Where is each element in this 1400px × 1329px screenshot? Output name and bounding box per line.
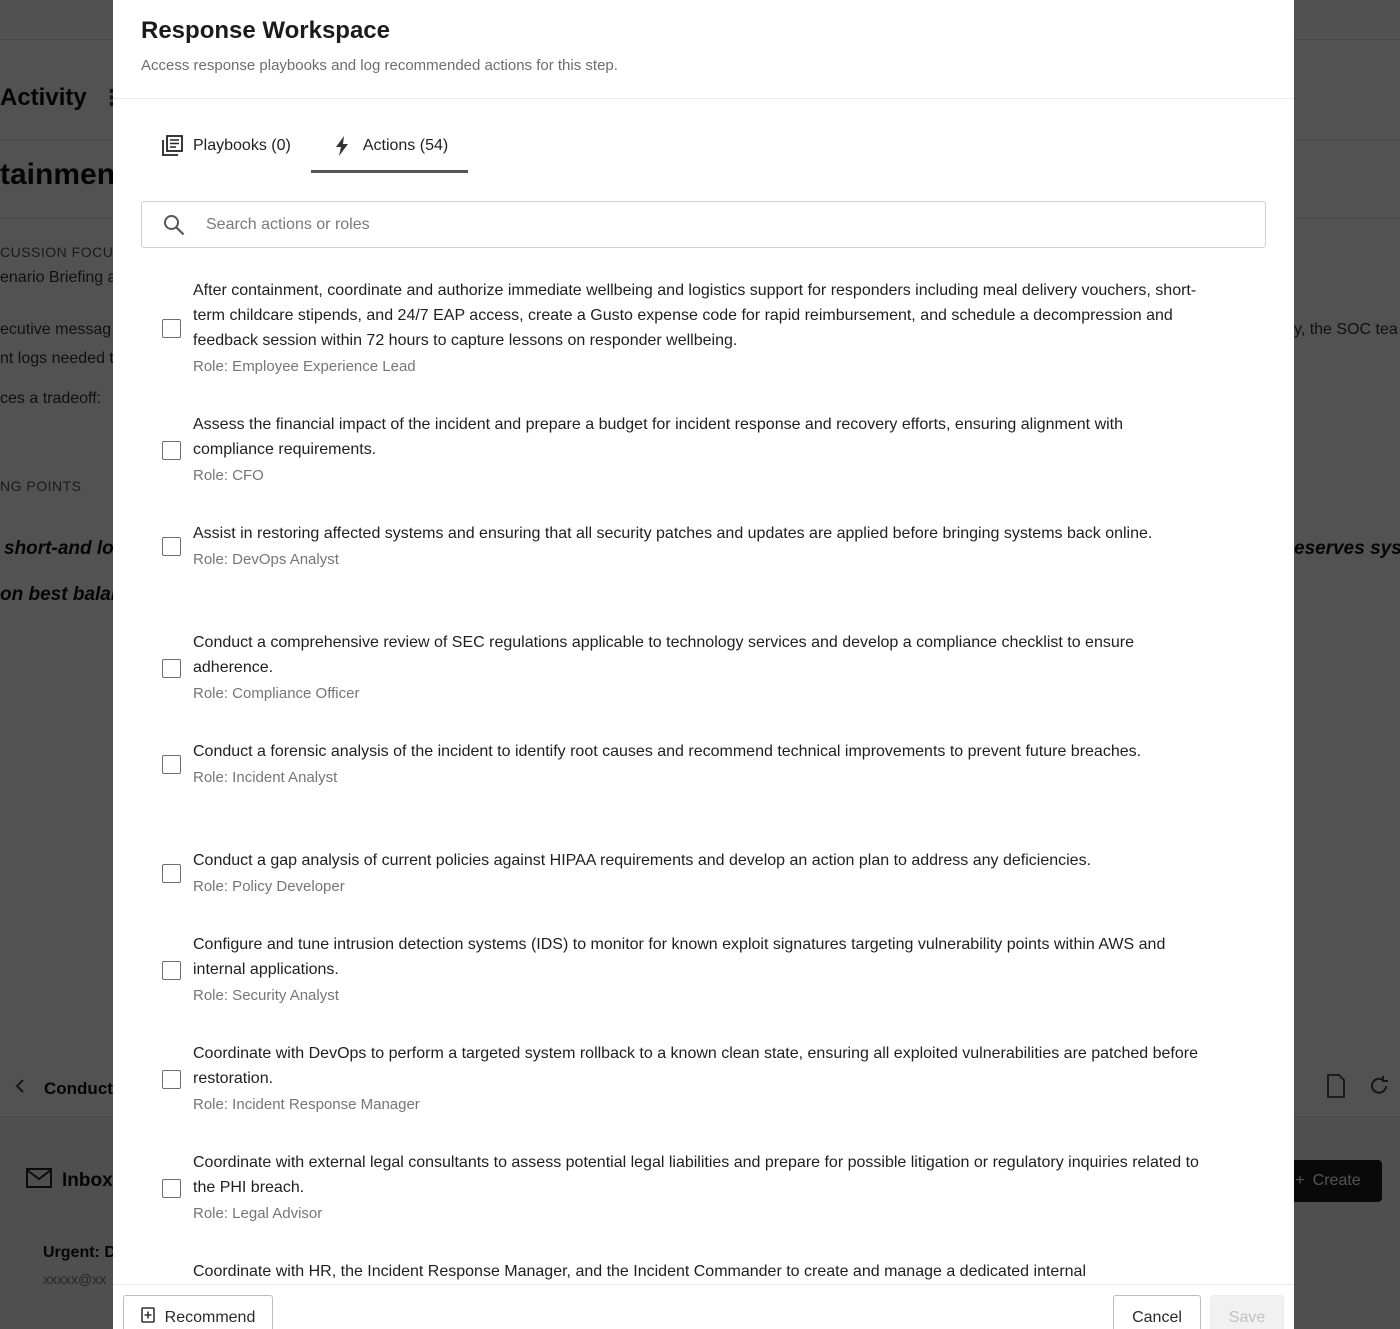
action-item <box>141 521 1266 572</box>
action-role: Role: Compliance Officer <box>193 685 360 702</box>
action-body <box>193 278 1203 379</box>
action-checkbox[interactable] <box>162 755 181 774</box>
action-checkbox[interactable] <box>162 864 181 883</box>
action-role: Role: Policy Developer <box>193 878 345 895</box>
action-role: Role: Incident Response Manager <box>193 1096 420 1113</box>
action-text: Configure and tune intrusion detection systems (IDS) to monitor for known exploit signatures targeting vulnerability points within AWS and internal applications. <box>193 936 1166 978</box>
action-text: Conduct a forensic analysis of the incident to identify root causes and recommend technical improvements to prevent future breaches. <box>193 743 1142 760</box>
action-role: Role: Incident Analyst <box>193 769 338 786</box>
action-body <box>193 630 1203 706</box>
action-role: Role: Legal Advisor <box>193 1205 323 1222</box>
action-item <box>141 412 1266 488</box>
modal-footer <box>113 1284 1294 1329</box>
modal-subtitle: Access response playbooks and log recommended actions for this step. <box>141 57 618 74</box>
action-role: Role: DevOps Analyst <box>193 551 339 568</box>
action-text: Conduct a gap analysis of current policies against HIPAA requirements and develop an action plan to address any deficiencies. <box>193 852 1092 869</box>
tab-bar <box>141 118 468 173</box>
action-item <box>141 630 1266 706</box>
action-checkbox[interactable] <box>162 1179 181 1198</box>
action-text: Assess the financial impact of the incident and prepare a budget for incident response and recovery efforts, ensuring alignment with compliance requirements. <box>193 416 1124 458</box>
action-checkbox[interactable] <box>162 1070 181 1089</box>
action-checkbox[interactable] <box>162 537 181 556</box>
action-item <box>141 1041 1266 1117</box>
recommend-button[interactable] <box>123 1295 273 1329</box>
tab-label: Playbooks (0) <box>193 136 291 154</box>
action-body <box>193 412 1203 488</box>
action-checkbox[interactable] <box>162 961 181 980</box>
action-body <box>193 739 1203 790</box>
action-text: Conduct a comprehensive review of SEC regulations applicable to technology services and develop a compliance checklist to ensure adherence. <box>193 634 1134 676</box>
action-checkbox[interactable] <box>162 659 181 678</box>
action-checkbox[interactable] <box>162 319 181 338</box>
response-workspace-modal <box>113 0 1294 1329</box>
search-icon <box>142 214 206 236</box>
recommend-label: Recommend <box>164 1308 256 1326</box>
action-text: Assist in restoring affected systems and ensuring that all security patches and updates are applied before bringing systems back online. <box>193 525 1153 542</box>
playbooks-icon <box>161 135 183 157</box>
action-text: Coordinate with HR, the Incident Response Manager, and the Incident Commander to create and manage a dedicated internal <box>193 1263 1086 1280</box>
cancel-button[interactable]: Cancel <box>1113 1295 1201 1329</box>
action-text: After containment, coordinate and authorize immediate wellbeing and logistics support for responders including meal delivery vouchers, short-term childcare stipends, and 24/7 EAP access, create a Gusto expense code for rapid reimbursement, and schedule a decompression and feedback session within 72 hours to capture lessons on responder wellbeing. <box>193 282 1197 349</box>
tab-playbooks[interactable] <box>141 118 311 173</box>
search-box <box>141 201 1266 248</box>
search-input[interactable] <box>206 216 1265 234</box>
modal-header <box>113 0 1294 99</box>
action-text: Coordinate with DevOps to perform a targeted system rollback to a known clean state, ensuring all exploited vulnerabilities are patched before restoration. <box>193 1045 1198 1087</box>
bookmark-plus-icon <box>141 1307 155 1328</box>
tab-actions[interactable] <box>311 118 468 173</box>
tab-label: Actions (54) <box>362 136 449 154</box>
action-checkbox[interactable] <box>162 441 181 460</box>
action-body <box>193 932 1203 1008</box>
bolt-icon <box>331 135 353 157</box>
action-item <box>141 1150 1266 1226</box>
action-item <box>141 1259 1266 1284</box>
action-body <box>193 1150 1203 1226</box>
action-text: Coordinate with external legal consultants to assess potential legal liabilities and prepare for possible litigation or regulatory inquiries related to the PHI breach. <box>193 1154 1199 1196</box>
modal-title: Response Workspace <box>141 17 390 44</box>
action-item <box>141 278 1266 379</box>
action-body <box>193 848 1203 899</box>
save-button[interactable]: Save <box>1210 1295 1284 1329</box>
action-item <box>141 848 1266 899</box>
action-body <box>193 521 1203 572</box>
action-item <box>141 739 1266 790</box>
action-role: Role: CFO <box>193 467 264 484</box>
action-role: Role: Security Analyst <box>193 987 339 1004</box>
action-body <box>193 1259 1203 1284</box>
action-item <box>141 932 1266 1008</box>
action-role: Role: Employee Experience Lead <box>193 358 416 375</box>
action-body <box>193 1041 1203 1117</box>
